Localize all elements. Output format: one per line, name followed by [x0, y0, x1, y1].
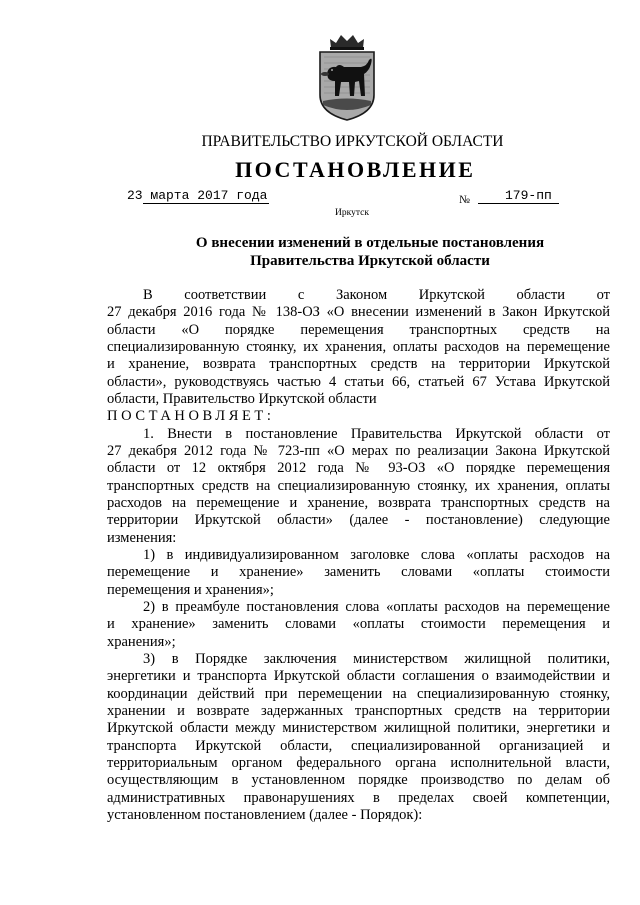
- text-line: области от 12 октября 2012 года № 93-ОЗ «О порядке перемещения: [107, 460, 610, 477]
- text-line: территории Иркутской области» (далее - постановление) следующие: [107, 512, 610, 529]
- point-paragraph: [107, 651, 610, 824]
- coat-of-arms-emblem: [317, 33, 377, 121]
- text-line: осуществляющим в установленном порядке производство по делам об: [107, 772, 610, 789]
- text-line: области, Правительство Иркутской области: [107, 390, 377, 407]
- document-heading: [170, 234, 570, 270]
- text-line: хранения»;: [107, 633, 176, 650]
- text-line: 3) в Порядке заключения министерством жилищной политики,: [143, 650, 610, 667]
- point-paragraph: [107, 547, 610, 599]
- document-date: 23 марта 2017 года: [127, 188, 268, 203]
- text-line: транспорта Иркутской области, специализированной организацией и: [107, 737, 610, 754]
- text-line: области «О порядке перемещения транспортных средств на: [107, 321, 610, 338]
- text-line: перемещения и хранения»;: [107, 581, 274, 598]
- text-line: административных правонарушениях в пределах своей компетенции,: [107, 789, 610, 806]
- number-underline: [478, 203, 559, 204]
- text-line: территориальным органом федерального органа исполнительной власти,: [107, 754, 610, 771]
- government-name: ПРАВИТЕЛЬСТВО ИРКУТСКОЙ ОБЛАСТИ: [201, 133, 504, 150]
- preamble-paragraph: [107, 287, 610, 408]
- text-line: В соответствии с Законом Иркутской области от: [143, 287, 610, 303]
- point-paragraph: [107, 426, 610, 547]
- text-line: координации действий при перемещении на специализированную стоянку,: [107, 685, 610, 702]
- resolution-word: [107, 408, 610, 425]
- date-underline: [143, 203, 269, 204]
- text-line: расходов на перемещение и хранение, возврата транспортных средств на: [107, 494, 610, 511]
- text-line: 2) в преамбуле постановления слова «оплаты расходов на перемещение: [143, 598, 610, 615]
- text-line: ПОСТАНОВЛЯЕТ:: [107, 408, 275, 425]
- document-body: [107, 287, 610, 824]
- text-line: Иркутской области между министерством жилищной политики, энергетики и: [107, 720, 610, 737]
- text-line: 1. Внести в постановление Правительства Иркутской области от: [143, 425, 610, 442]
- text-line: области», руководствуясь частью 4 статьи 66, статьей 67 Устава Иркутской: [107, 373, 610, 390]
- text-line: и хранение» заменить словами «оплаты стоимости перемещения и: [107, 616, 610, 633]
- heading-line: Правительства Иркутской области: [250, 253, 490, 269]
- heading-line: О внесении изменений в отдельные постановления: [195, 235, 545, 251]
- text-line: изменения:: [107, 529, 177, 546]
- text-line: специализированную стоянку, их хранения, оплаты расходов на перемещение: [107, 338, 610, 355]
- place-name: Иркутск: [335, 208, 369, 218]
- document-type-title: ПОСТАНОВЛЕНИЕ: [235, 157, 476, 182]
- text-line: энергетики и транспорта Иркутской области соглашения о взаимодействии и: [107, 668, 610, 685]
- text-line: перемещение и хранение» заменить словами «оплаты стоимости: [107, 564, 610, 581]
- text-line: 27 декабря 2016 года № 138-ОЗ «О внесении изменений в Закон Иркутской: [107, 304, 610, 321]
- text-line: 1) в индивидуализированном заголовке слова «оплаты расходов на: [143, 546, 610, 563]
- point-paragraph: [107, 599, 610, 651]
- text-line: установленном постановлением (далее - Порядок):: [107, 806, 423, 823]
- text-line: хранении и возврате задержанных транспортных средств на территории: [107, 702, 610, 719]
- number-sign: №: [459, 194, 470, 206]
- text-line: транспортных средств на специализированную стоянку, их хранения, оплаты: [107, 477, 610, 494]
- text-line: 27 декабря 2012 года № 723-пп «О мерах по реализации Закона Иркутской: [107, 442, 610, 459]
- document-number: 179-пп: [505, 188, 552, 203]
- text-line: и хранение, возврата транспортных средств на территории Иркутской: [107, 356, 610, 373]
